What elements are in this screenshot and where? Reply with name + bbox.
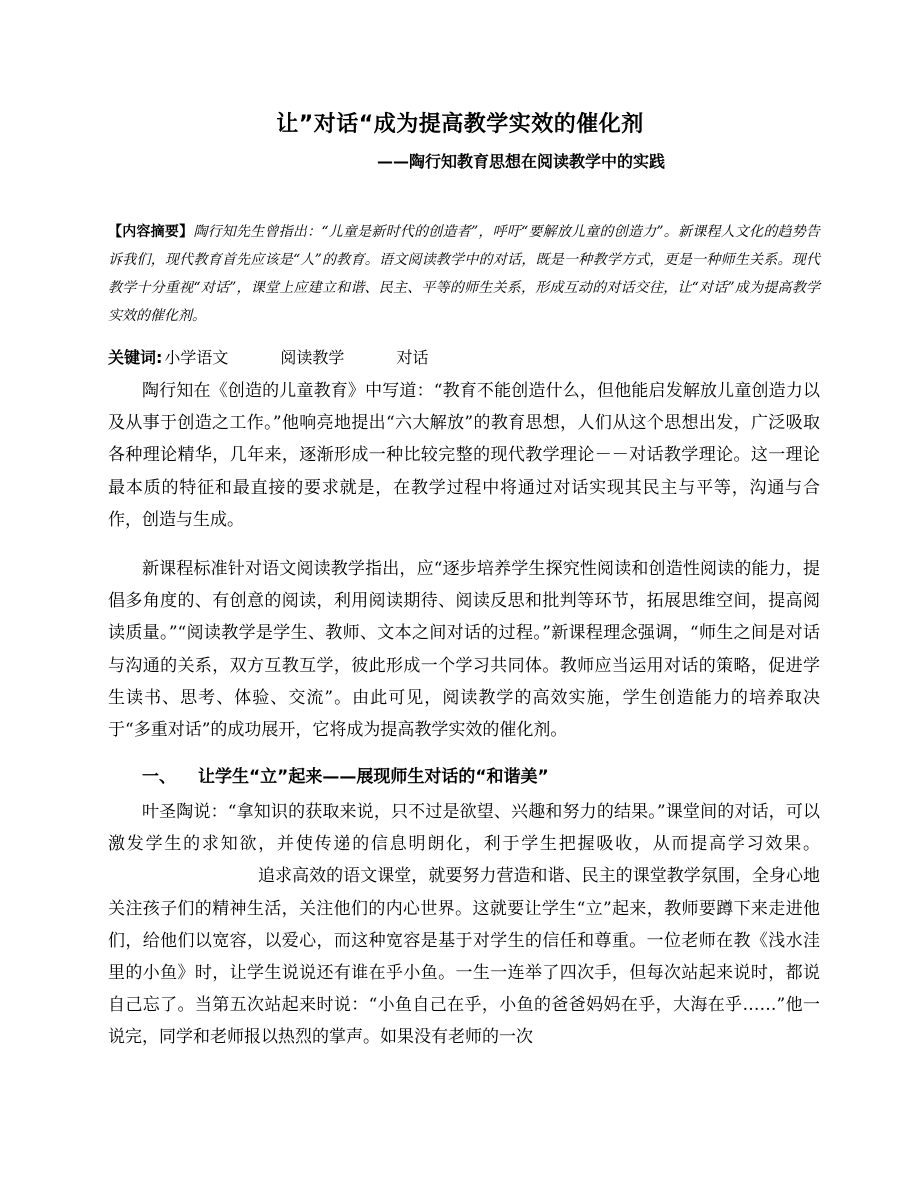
- section-heading: [142, 763, 549, 791]
- paragraph-text: 新课程标准针对语文阅读教学指出，应“逐步培养学生探究性阅读和创造性阅读的能力，提倡多角度的、有创意的阅读，利用阅读期待、阅读反思和批判等环节，拓展思维空间，提高阅读质量。”“阅读教学是学生、教师、文本之间对话的过程。”新课程理念强调，“师生之间是对话与沟通的关系，双方互教互学，彼此形成一个学习共同体。教师应当运用对话的策略，促进学生读书、思考、体验、交流”。由此可见，阅读教学的高效实施，学生创造能力的培养取决于“多重对话”的成功展开，它将成为提高教学实效的催化剂。: [108, 559, 820, 741]
- abstract-block: [108, 218, 820, 330]
- keywords-line: [108, 345, 428, 371]
- abstract-label: 【内容摘要】: [108, 224, 194, 240]
- keyword-item: 小学语文: [164, 348, 229, 367]
- body-paragraph-1: [108, 375, 820, 536]
- body-paragraph-3: [108, 796, 820, 1054]
- paragraph-part: 叶圣陶说：“拿知识的获取来说，只不过是欲望、兴趣和努力的结果。”课堂间的对话，可以激发学生的求知欲，并使传递的信息明朗化，利于学生把握吸收，从而提高学习效果。: [108, 802, 820, 855]
- keywords-label: 关键词:: [108, 348, 163, 367]
- paragraph-text: [108, 796, 820, 1054]
- document-title: 让”对话“成为提高教学实效的催化剂: [276, 112, 644, 137]
- document-subtitle: ——陶行知教育思想在阅读教学中的实践: [377, 152, 666, 171]
- abstract-text: 陶行知先生曾指出：“儿童是新时代的创造者”，呼吁“要解放儿童的创造力”。新课程人文化的趋势告诉我们，现代教育首先应该是“人”的教育。语文阅读教学中的对话，既是一种教学方式，更是一种师生关系。现代教学十分重视“对话”，课堂上应建立和谐、民主、平等的师生关系，形成互动的对话交往，让“对话”成为提高教学实效的催化剂。: [108, 224, 820, 324]
- section-title: 让学生“立”起来——展现师生对话的“和谐美”: [198, 767, 549, 787]
- keyword-item: 阅读教学: [280, 348, 345, 367]
- paragraph-part: 追求高效的语文课堂，就要努力营造和谐、民主的课堂教学氛围，全身心地关注孩子们的精神生活，关注他们的内心世界。这就要让学生“立”起来，教师要蹲下来走进他们，给他们以宽容，以爱心，而这种宽容是基于对学生的信任和尊重。一位老师在教《浅水洼里的小鱼》时，让学生说说还有谁在乎小鱼。一生一连举了四次手，但每次站起来说时，都说自己忘了。当第五次站起来时说：“小鱼自己在乎，小鱼的爸爸妈妈在乎，大海在乎……”他一说完，同学和老师报以热烈的掌声。如果没有老师的一次: [108, 866, 820, 1048]
- body-paragraph-2: [108, 553, 820, 746]
- keyword-item: 对话: [396, 348, 429, 367]
- paragraph-text: 陶行知在《创造的儿童教育》中写道：“教育不能创造什么，但他能启发解放儿童创造力以及从事于创造之工作。”他响亮地提出“六大解放”的教育思想，人们从这个思想出发，广泛吸取各种理论精华，几年来，逐渐形成一种比较完整的现代教学理论－－对话教学理论。这一理论最本质的特征和最直接的要求就是，在教学过程中将通过对话实现其民主与平等，沟通与合作，创造与生成。: [108, 381, 820, 530]
- section-number: 一、: [142, 767, 176, 787]
